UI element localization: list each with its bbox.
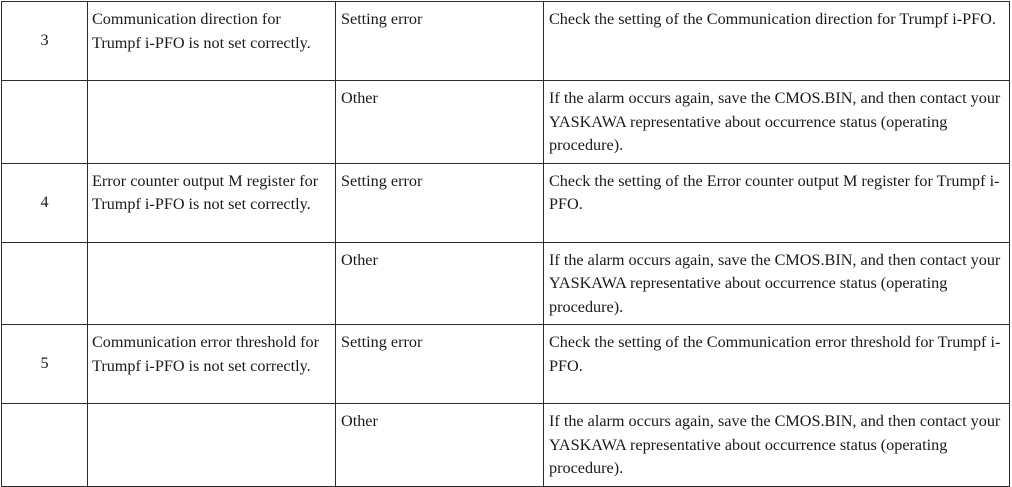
sub-code-cell: 4	[2, 163, 88, 242]
alarm-remedy-table	[1, 1, 1010, 487]
table-row	[2, 163, 1010, 242]
empty-cell	[88, 242, 336, 325]
empty-cell	[2, 404, 88, 487]
table-row	[2, 325, 1010, 404]
empty-cell	[88, 404, 336, 487]
table-row	[2, 81, 1010, 164]
empty-cell	[88, 81, 336, 164]
cause-cell: Setting error	[336, 325, 544, 404]
cause-cell: Setting error	[336, 163, 544, 242]
meaning-cell: Error counter output M register for Trumpf i-PFO is not set correctly.	[88, 163, 336, 242]
cause-cell: Other	[336, 242, 544, 325]
sub-code-cell: 3	[2, 2, 88, 81]
table-row	[2, 2, 1010, 81]
remedy-cell: Check the setting of the Communication direction for Trumpf i-PFO.	[544, 2, 1010, 81]
remedy-cell: If the alarm occurs again, save the CMOS.BIN, and then contact your YASKAWA representative about occurrence status (operating procedure).	[544, 404, 1010, 487]
cause-cell: Other	[336, 404, 544, 487]
sub-code-cell: 5	[2, 325, 88, 404]
empty-cell	[2, 242, 88, 325]
remedy-cell: If the alarm occurs again, save the CMOS.BIN, and then contact your YASKAWA representative about occurrence status (operating procedure).	[544, 81, 1010, 164]
cause-cell: Setting error	[336, 2, 544, 81]
meaning-cell: Communication error threshold for Trumpf i-PFO is not set correctly.	[88, 325, 336, 404]
remedy-cell: Check the setting of the Error counter output M register for Trumpf i-PFO.	[544, 163, 1010, 242]
table-row	[2, 242, 1010, 325]
empty-cell	[2, 81, 88, 164]
cause-cell: Other	[336, 81, 544, 164]
remedy-cell: If the alarm occurs again, save the CMOS.BIN, and then contact your YASKAWA representative about occurrence status (operating procedure).	[544, 242, 1010, 325]
remedy-cell: Check the setting of the Communication error threshold for Trumpf i-PFO.	[544, 325, 1010, 404]
meaning-cell: Communication direction for Trumpf i-PFO is not set correctly.	[88, 2, 336, 81]
table-row	[2, 404, 1010, 487]
